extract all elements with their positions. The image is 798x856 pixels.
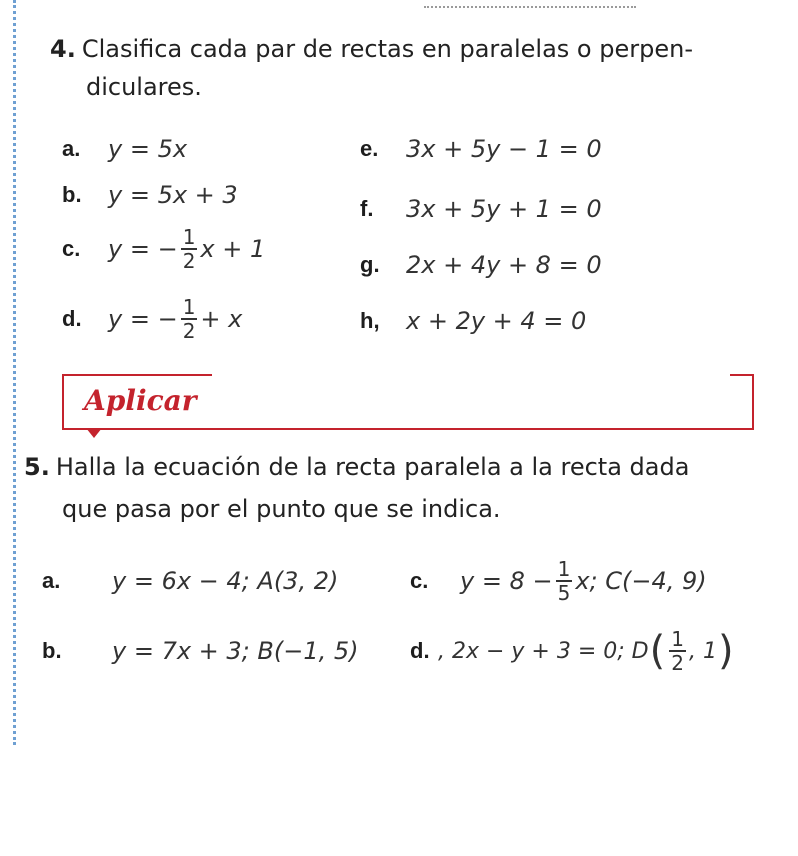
fraction: [669, 628, 686, 674]
item-letter: d.: [62, 306, 82, 331]
equation: x + 2y + 4 = 0: [406, 307, 587, 335]
item-letter: g.: [360, 252, 380, 277]
item-letter: h,: [360, 308, 380, 333]
q4-item-g: [360, 240, 602, 290]
equation: [460, 558, 707, 604]
q4-number: 4.: [50, 35, 76, 63]
left-paren: (: [649, 628, 666, 674]
margin-dotted-line: [13, 0, 16, 745]
q5-statement: [24, 448, 689, 486]
frame-notch: [86, 428, 102, 438]
q5-item-a: [42, 556, 338, 606]
item-letter: f.: [360, 196, 374, 221]
equation-part: , 2x − y + 3 = 0; D: [438, 638, 649, 664]
fraction-numerator: 1: [182, 225, 196, 249]
equation: y = 6x − 4; A(3, 2): [112, 567, 339, 595]
equation: 2x + 4y + 8 = 0: [406, 251, 602, 279]
equation: [438, 628, 735, 674]
fraction-numerator: 1: [557, 557, 571, 581]
equation-part: y = −: [108, 305, 178, 333]
fraction-denominator: 2: [671, 651, 684, 675]
q4-item-b: [62, 170, 238, 220]
q4-item-f: [360, 184, 602, 234]
q5-item-b: [42, 626, 359, 676]
fraction: [181, 296, 198, 342]
equation-part: + x: [200, 305, 243, 333]
fraction-denominator: 2: [182, 319, 196, 343]
equation-part: x + 1: [200, 235, 266, 263]
equation-part: y = 8 −: [460, 567, 553, 595]
equation: y = 5x: [108, 135, 188, 163]
q4-statement: [50, 30, 693, 68]
equation: y = 5x + 3: [108, 181, 238, 209]
fraction-numerator: 1: [182, 295, 196, 319]
item-letter: d.: [410, 638, 430, 663]
q4-text-line2: diculares.: [86, 73, 202, 101]
equation: y = 7x + 3; B(−1, 5): [112, 637, 359, 665]
item-letter: c.: [62, 236, 81, 261]
item-letter: e.: [360, 136, 379, 161]
item-letter: c.: [410, 568, 429, 593]
fraction: [556, 558, 573, 604]
equation-part: x; C(−4, 9): [575, 567, 707, 595]
q4-item-c: [62, 224, 265, 274]
q5-text-line2: que pasa por el punto que se indica.: [62, 495, 501, 523]
fraction-numerator: 1: [671, 627, 684, 651]
q4-item-a: [62, 124, 187, 174]
item-letter: b.: [42, 638, 62, 663]
q5-item-c: [410, 556, 707, 606]
q4-item-e: [360, 124, 602, 174]
fraction-denominator: 2: [182, 249, 196, 273]
answer-line: [424, 0, 636, 8]
fraction: [181, 226, 198, 272]
fraction-denominator: 5: [557, 581, 571, 605]
equation: 3x + 5y − 1 = 0: [406, 135, 602, 163]
q4-text-line1: Clasifica cada par de rectas en paralelas o perpen-: [81, 35, 693, 63]
equation-part: , 1: [688, 638, 717, 664]
q4-item-d: [62, 294, 242, 344]
q5-number: 5.: [24, 453, 50, 481]
right-paren: ): [717, 628, 734, 674]
q5-text-line1: Halla la ecuación de la recta paralela a la recta dada: [55, 453, 690, 481]
frame-top-right: [730, 374, 754, 376]
equation: [108, 226, 265, 272]
item-letter: a.: [62, 136, 81, 161]
item-letter: b.: [62, 182, 82, 207]
frame-top-left: [62, 374, 212, 376]
item-letter: a.: [42, 568, 61, 593]
section-title: Aplicar: [84, 384, 197, 417]
q5-item-d: [410, 626, 735, 676]
equation: [108, 296, 242, 342]
q4-item-h: [360, 296, 586, 346]
equation-part: y = −: [108, 235, 178, 263]
equation: 3x + 5y + 1 = 0: [406, 195, 602, 223]
